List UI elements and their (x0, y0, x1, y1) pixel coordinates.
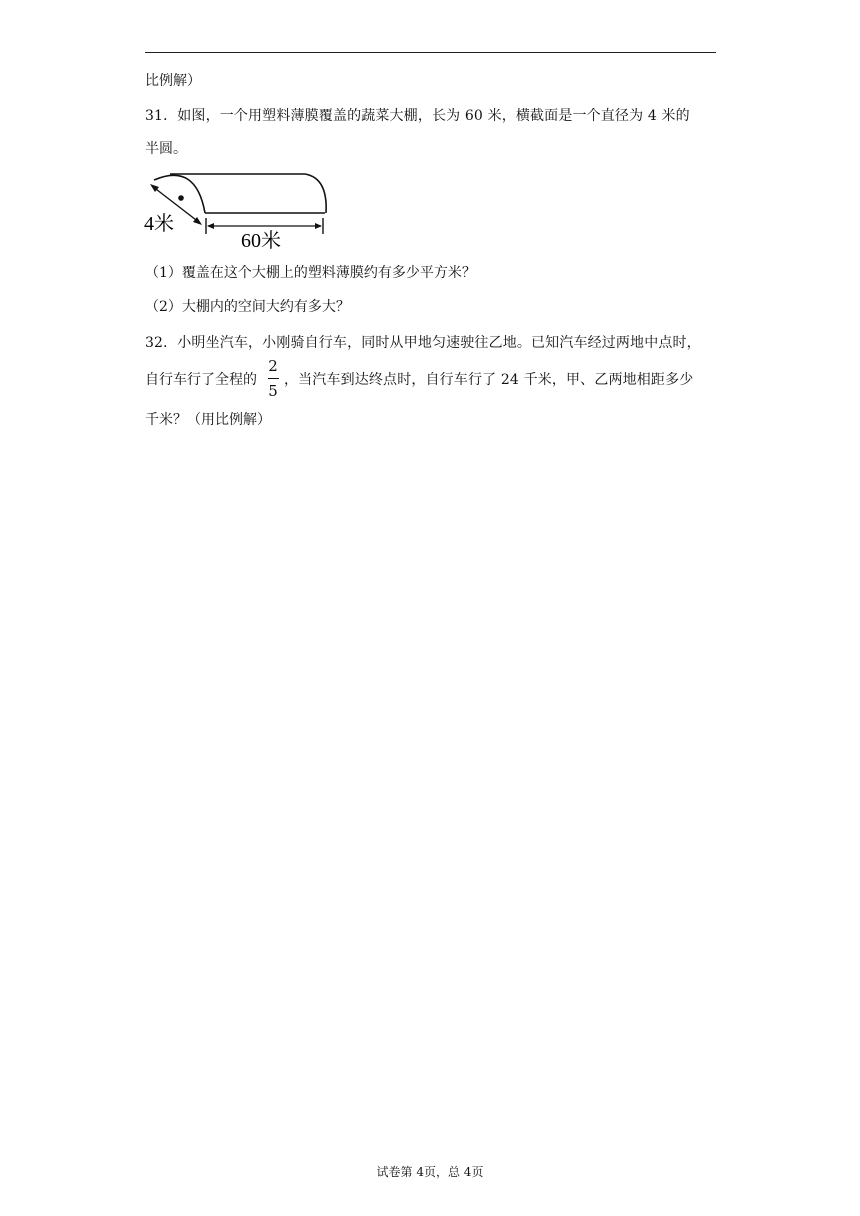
q32-text-line3: 千米？（用比例解） (145, 412, 271, 428)
length-arrow-left (207, 223, 214, 229)
fraction-denominator: 5 (268, 382, 278, 400)
q32-text-line2-after: ，当汽车到达终点时，自行车行了 24 千米，甲、乙两地相距多少 (284, 372, 694, 388)
length-arrow-right (315, 223, 322, 229)
header-rule (145, 52, 716, 53)
q31-text-line2: 半圆。 (145, 141, 187, 157)
far-end-curve (305, 174, 326, 213)
continued-text: 比例解） (145, 73, 201, 89)
fraction-bar (268, 378, 279, 379)
q31-text-line1: 31．如图，一个用塑料薄膜覆盖的蔬菜大棚，长为 60 米，横截面是一个直径为 4 米的 (145, 108, 690, 124)
length-label: 60米 (241, 230, 281, 252)
q31-subquestion-2: （2）大棚内的空间大约有多大？ (145, 299, 350, 315)
greenhouse-diagram (140, 168, 340, 252)
fraction-numerator: 2 (268, 357, 278, 375)
center-dot (178, 195, 184, 201)
q32-text-line1: 32．小明坐汽车，小刚骑自行车，同时从甲地匀速驶往乙地。已知汽车经过两地中点时， (145, 335, 701, 351)
diameter-label: 4米 (144, 213, 174, 235)
q31-subquestion-1: （1）覆盖在这个大棚上的塑料薄膜约有多少平方米？ (145, 265, 476, 281)
page-footer: 试卷第 4页，总 4页 (376, 1165, 484, 1179)
q32-text-line2-before: 自行车行了全程的 (145, 372, 257, 388)
